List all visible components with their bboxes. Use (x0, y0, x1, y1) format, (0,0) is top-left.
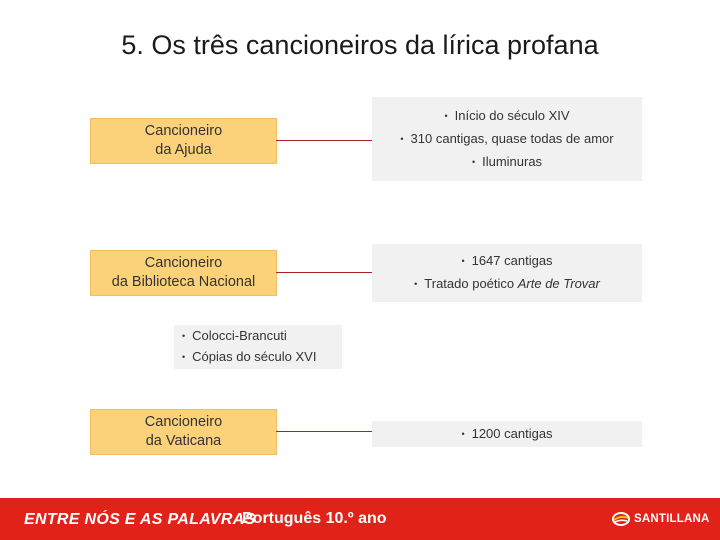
connector-line (276, 272, 372, 273)
cancioneiro-label-line1: Cancioneiro (144, 123, 223, 139)
list-item: • 310 cantigas, quase todas de amor (400, 130, 614, 146)
cancioneiro-label-line2: da Vaticana (145, 433, 222, 449)
cancioneiro-biblioteca-nacional-box (90, 250, 277, 296)
santillana-logo-icon (612, 511, 630, 527)
page-title: 5. Os três cancioneiros da lírica profana (121, 30, 599, 60)
footer-bar (0, 498, 720, 540)
cancioneiro-label-line1: Cancioneiro (144, 255, 223, 271)
list-item: • 1200 cantigas (461, 425, 553, 441)
ajuda-details-box (372, 97, 642, 181)
brand-name: SANTILLANA (634, 513, 710, 525)
bullet-icon: • (461, 256, 465, 266)
bullet-icon: • (471, 156, 476, 167)
brand (612, 511, 709, 527)
bullet-icon: • (182, 352, 186, 362)
list-item: • Tratado poético Arte de Trovar (414, 276, 600, 291)
cancioneiro-vaticana-box (90, 409, 277, 455)
subject-label: Português 10.º ano (242, 510, 387, 527)
cancioneiro-label-line1: Cancioneiro (144, 414, 223, 430)
bullet-icon: • (444, 110, 448, 121)
list-item: • 1647 cantigas (461, 253, 553, 268)
list-item: • Início do século XIV (444, 107, 570, 123)
list-item: • Colocci-Brancuti (182, 328, 287, 343)
biblioteca-nacional-details-box (372, 244, 642, 302)
connector-line (276, 431, 372, 432)
cancioneiro-label-line2: da Biblioteca Nacional (111, 274, 256, 290)
bullet-icon: • (400, 133, 404, 144)
list-item: • Iluminuras (471, 153, 543, 169)
bullet-icon: • (182, 331, 186, 341)
colocci-brancuti-note-box (174, 325, 342, 369)
bullet-icon: • (461, 428, 465, 439)
series-title: ENTRE NÓS E AS PALAVRAS (24, 511, 256, 528)
cancioneiro-label-line2: da Ajuda (155, 142, 212, 158)
list-item: • Cópias do século XVI (182, 349, 317, 364)
connector-line (276, 140, 372, 141)
cancioneiro-ajuda-box (90, 118, 277, 164)
vaticana-details-box (372, 421, 642, 447)
bullet-icon: • (414, 279, 418, 289)
